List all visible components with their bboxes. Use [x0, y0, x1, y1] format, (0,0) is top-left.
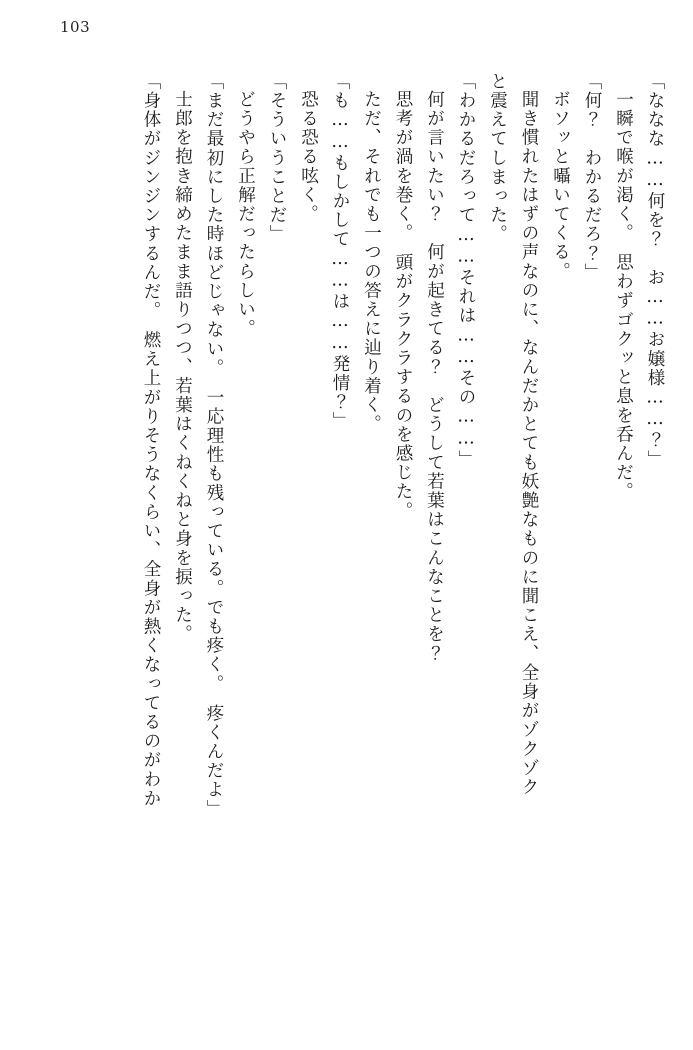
text-line: 士郎を抱き締めたまま語りつつ、若葉はくねくねと身を捩った。 [172, 90, 193, 644]
text-line: 「ななな……何を？ お……お嬢様……？」 [645, 72, 665, 469]
vertical-text-body [22, 72, 663, 1002]
text-line: ただ、それでも一つの答えに辿り着く。 [361, 90, 382, 434]
text-line: 「そういうことだ」 [267, 72, 287, 244]
text-line: 「わかるだろって……それは……その……」 [456, 72, 476, 469]
text-line: 「も……もしかして……は……発情？」 [330, 72, 350, 431]
page-number: 103 [60, 18, 91, 36]
text-line: 思考が渦を巻く。 頭がクラクラするのを感じた。 [393, 90, 413, 521]
text-line: どうやら正解だったらしい。 [235, 90, 256, 339]
text-line: 何が言いたい？ 何が起きてる？ どうして若葉はこんなことを？ [424, 90, 445, 663]
text-line: 「何？ わかるだろ？」 [582, 72, 602, 283]
text-line: 「身体がジンジンするんだ。 燃え上がりそうなくらい、全身が熱くなってるのがわか [141, 72, 161, 809]
text-line: 「まだ最初にした時ほどじゃない。 一応理性も残っている。でも疼く。 疼くんだよ」 [204, 72, 224, 819]
text-line: 聞き慣れたはずの声なのに、なんだかとても妖艶なものに聞こえ、全身がゾクゾク [519, 90, 539, 797]
text-line: 一瞬で喉が渇く。 思わずゴクッと息を呑んだ。 [613, 90, 634, 502]
text-line: と震えてしまった。 [487, 72, 508, 244]
text-line: ボソッと囁いてくる。 [550, 90, 571, 281]
text-line: 恐る恐る呟く。 [298, 90, 319, 224]
